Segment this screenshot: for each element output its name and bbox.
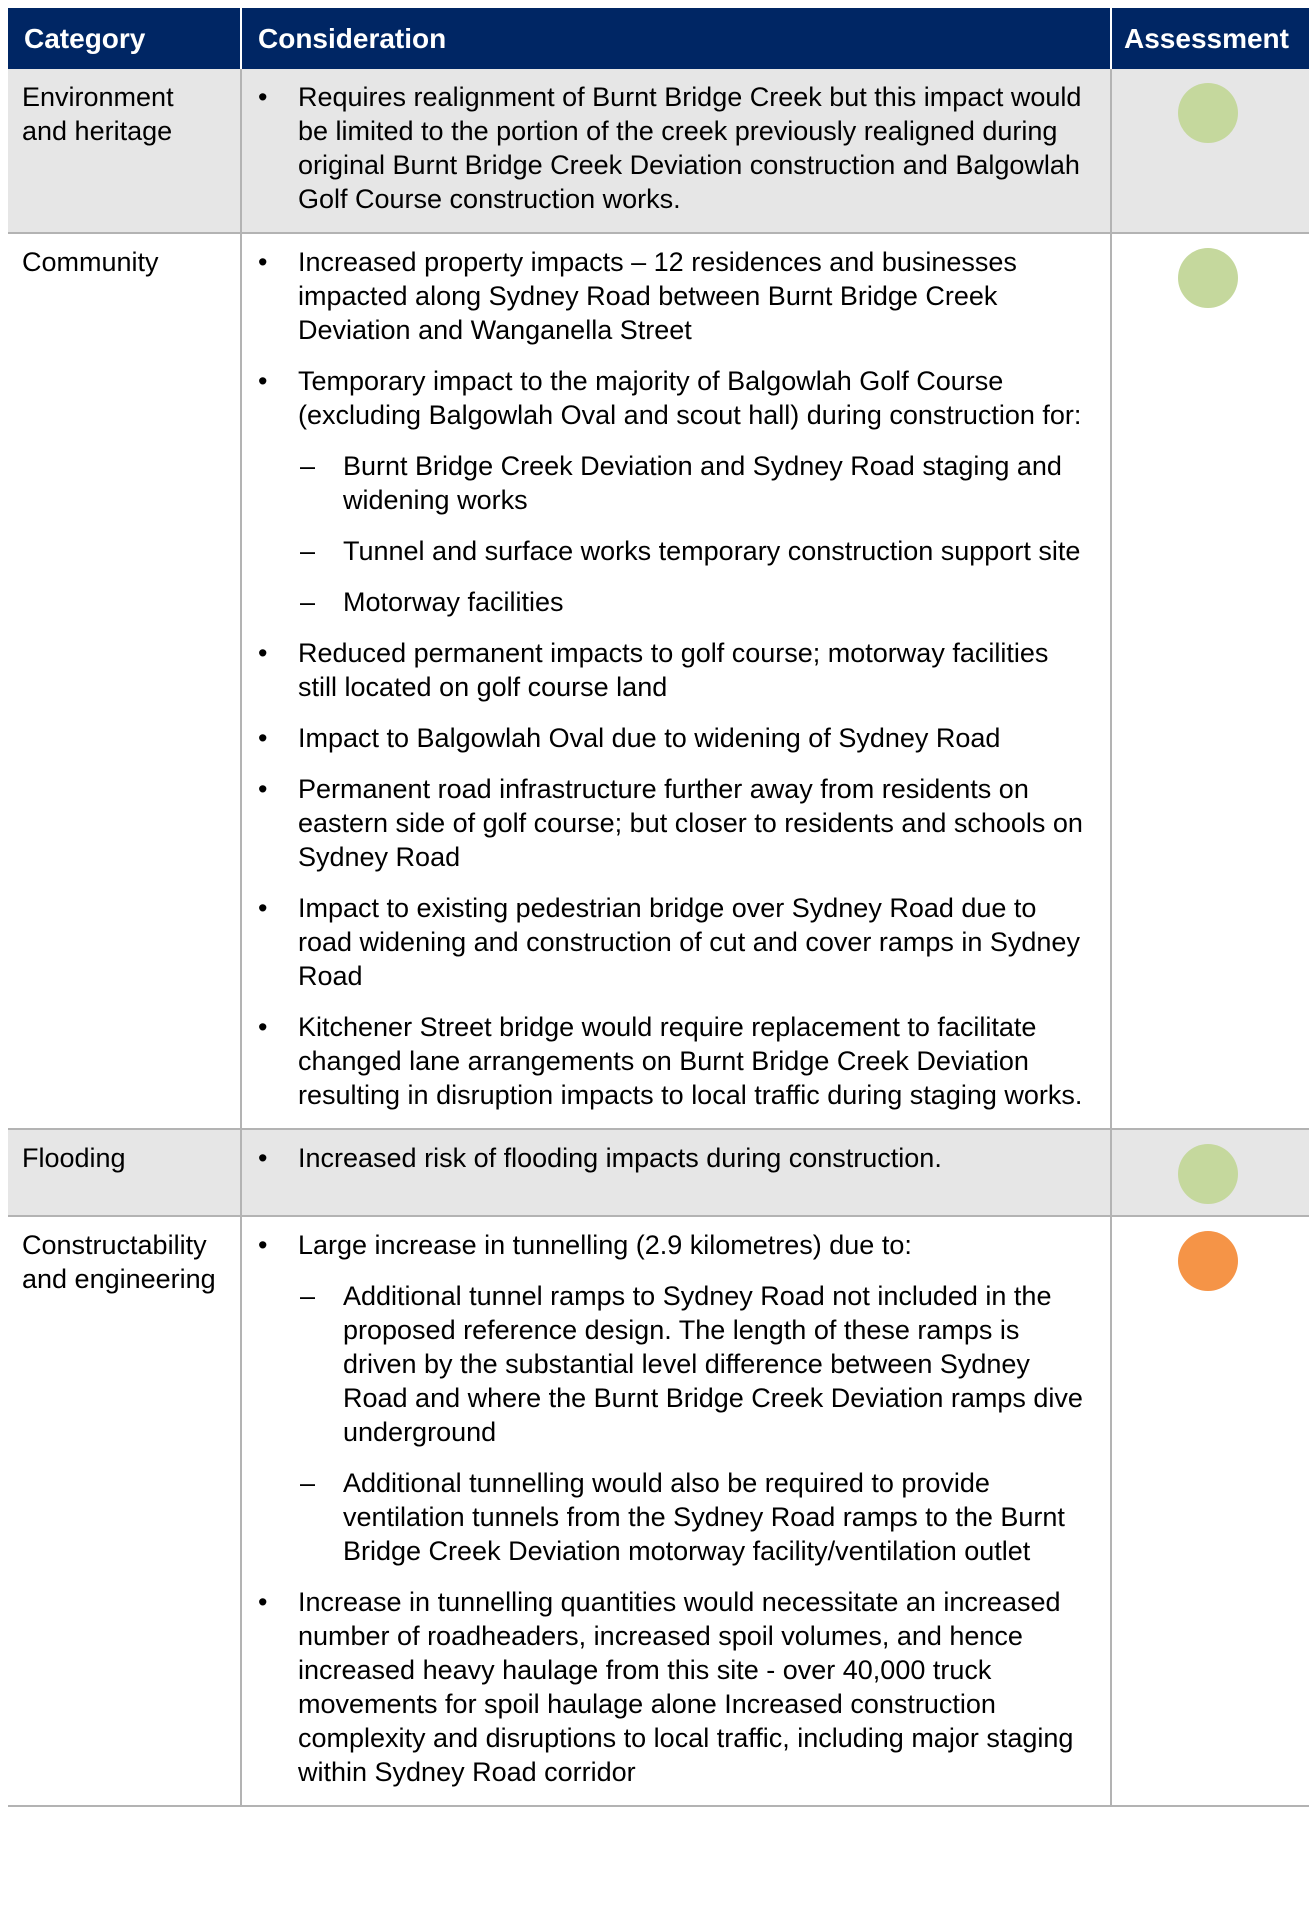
dash-icon: –	[300, 536, 316, 566]
bullet-item	[256, 80, 1090, 216]
sub-list	[298, 449, 1090, 619]
bullet-icon: •	[258, 1143, 268, 1173]
bullet-icon: •	[258, 82, 268, 112]
assessment-cell	[1112, 69, 1309, 232]
table-row	[8, 1217, 1309, 1807]
bullet-item	[256, 1010, 1090, 1112]
sub-item	[298, 534, 1090, 568]
dash-icon: –	[300, 587, 316, 617]
bullet-text: Large increase in tunnelling (2.9 kilometres) due to:	[298, 1230, 912, 1260]
sub-item-text: Tunnel and surface works temporary construction support site	[343, 536, 1081, 566]
assessment-rating-icon	[1178, 1144, 1238, 1204]
assessment-cell	[1112, 1217, 1309, 1805]
category-cell: Flooding	[8, 1130, 242, 1215]
table-row	[8, 234, 1309, 1130]
header-assessment: Assessment	[1124, 23, 1289, 54]
bullet-item	[256, 1228, 1090, 1568]
assessment-rating-icon	[1178, 83, 1238, 143]
bullet-icon: •	[258, 1012, 268, 1042]
sub-item-text: Burnt Bridge Creek Deviation and Sydney Road staging and widening works	[343, 451, 1062, 515]
category-cell: Environment and heritage	[8, 69, 242, 232]
bullet-body	[298, 245, 1090, 347]
header-category: Category	[8, 8, 242, 69]
bullet-icon: •	[258, 1587, 268, 1617]
bullet-item	[256, 721, 1090, 755]
bullet-text: Increase in tunnelling quantities would necessitate an increased number of roadheaders, increased spoil volumes, and hence increased heavy haulage from this site - over 40,000 truck movements for spoil haulage alone Increased construction complexity and disruptions to local traffic, including major staging within Sydney Road corridor	[298, 1587, 1074, 1787]
bullet-text: Increased risk of flooding impacts during construction.	[298, 1143, 942, 1173]
bullet-item	[256, 1585, 1090, 1789]
bullet-text: Permanent road infrastructure further away from residents on eastern side of golf course; but closer to residents and schools on Sydney Road	[298, 774, 1083, 872]
bullet-body	[298, 772, 1090, 874]
table-row	[8, 69, 1309, 234]
bullet-text: Reduced permanent impacts to golf course; motorway facilities still located on golf course land	[298, 638, 1049, 702]
assessment-rating-icon	[1178, 1231, 1238, 1291]
consideration-cell	[242, 1217, 1112, 1805]
bullet-icon: •	[258, 893, 268, 923]
category-cell: Community	[8, 234, 242, 1128]
dash-icon: –	[300, 1281, 316, 1311]
table-header	[8, 8, 1309, 69]
bullet-icon: •	[258, 638, 268, 668]
dash-icon: –	[300, 451, 316, 481]
sub-item-text: Additional tunnel ramps to Sydney Road not included in the proposed reference design. The length of these ramps is driven by the substantial level difference between Sydney Road and where the Burnt Bridge Creek Deviation ramps dive underground	[343, 1281, 1083, 1447]
sub-item	[298, 1466, 1090, 1568]
bullet-text: Requires realignment of Burnt Bridge Creek but this impact would be limited to the portion of the creek previously realigned during original Burnt Bridge Creek Deviation construction and Balgowlah Golf Course construction works.	[298, 82, 1082, 214]
bullet-item	[256, 891, 1090, 993]
bullet-item	[256, 245, 1090, 347]
bullet-body	[298, 80, 1090, 216]
sub-list	[298, 1279, 1090, 1568]
bullet-item	[256, 364, 1090, 619]
bullet-text: Increased property impacts – 12 residences and businesses impacted along Sydney Road between Burnt Bridge Creek Deviation and Wanganella Street	[298, 247, 1017, 345]
assessment-cell	[1112, 1130, 1309, 1215]
assessment-rating-icon	[1178, 248, 1238, 308]
bullet-text: Impact to existing pedestrian bridge over Sydney Road due to road widening and construction of cut and cover ramps in Sydney Road	[298, 893, 1080, 991]
bullet-body	[298, 364, 1090, 619]
bullet-body	[298, 1010, 1090, 1112]
sub-item	[298, 585, 1090, 619]
bullet-body	[298, 636, 1090, 704]
bullet-item	[256, 772, 1090, 874]
consideration-cell	[242, 69, 1112, 232]
consideration-cell	[242, 1130, 1112, 1215]
bullet-body	[298, 1585, 1090, 1789]
sub-item-text: Motorway facilities	[343, 587, 564, 617]
consideration-cell	[242, 234, 1112, 1128]
bullet-icon: •	[258, 723, 268, 753]
bullet-item	[256, 636, 1090, 704]
table-row	[8, 1130, 1309, 1217]
bullet-body	[298, 1141, 1090, 1175]
table-body	[8, 69, 1309, 1807]
bullet-text: Impact to Balgowlah Oval due to widening of Sydney Road	[298, 723, 1001, 753]
header-consideration: Consideration	[242, 8, 1112, 69]
assessment-table	[8, 8, 1309, 1807]
sub-item-text: Additional tunnelling would also be required to provide ventilation tunnels from the Sydney Road ramps to the Burnt Bridge Creek Deviation motorway facility/ventilation outlet	[343, 1468, 1065, 1566]
bullet-text: Kitchener Street bridge would require replacement to facilitate changed lane arrangements on Burnt Bridge Creek Deviation resulting in disruption impacts to local traffic during staging works.	[298, 1012, 1083, 1110]
sub-item	[298, 1279, 1090, 1449]
bullet-text: Temporary impact to the majority of Balgowlah Golf Course (excluding Balgowlah Oval and scout hall) during construction for:	[298, 366, 1082, 430]
bullet-body	[298, 891, 1090, 993]
bullet-icon: •	[258, 774, 268, 804]
bullet-icon: •	[258, 247, 268, 277]
bullet-item	[256, 1141, 1090, 1175]
assessment-cell	[1112, 234, 1309, 1128]
bullet-body	[298, 721, 1090, 755]
sub-item	[298, 449, 1090, 517]
bullet-body	[298, 1228, 1090, 1568]
bullet-icon: •	[258, 366, 268, 396]
dash-icon: –	[300, 1468, 316, 1498]
category-cell: Constructability and engineering	[8, 1217, 242, 1805]
bullet-icon: •	[258, 1230, 268, 1260]
